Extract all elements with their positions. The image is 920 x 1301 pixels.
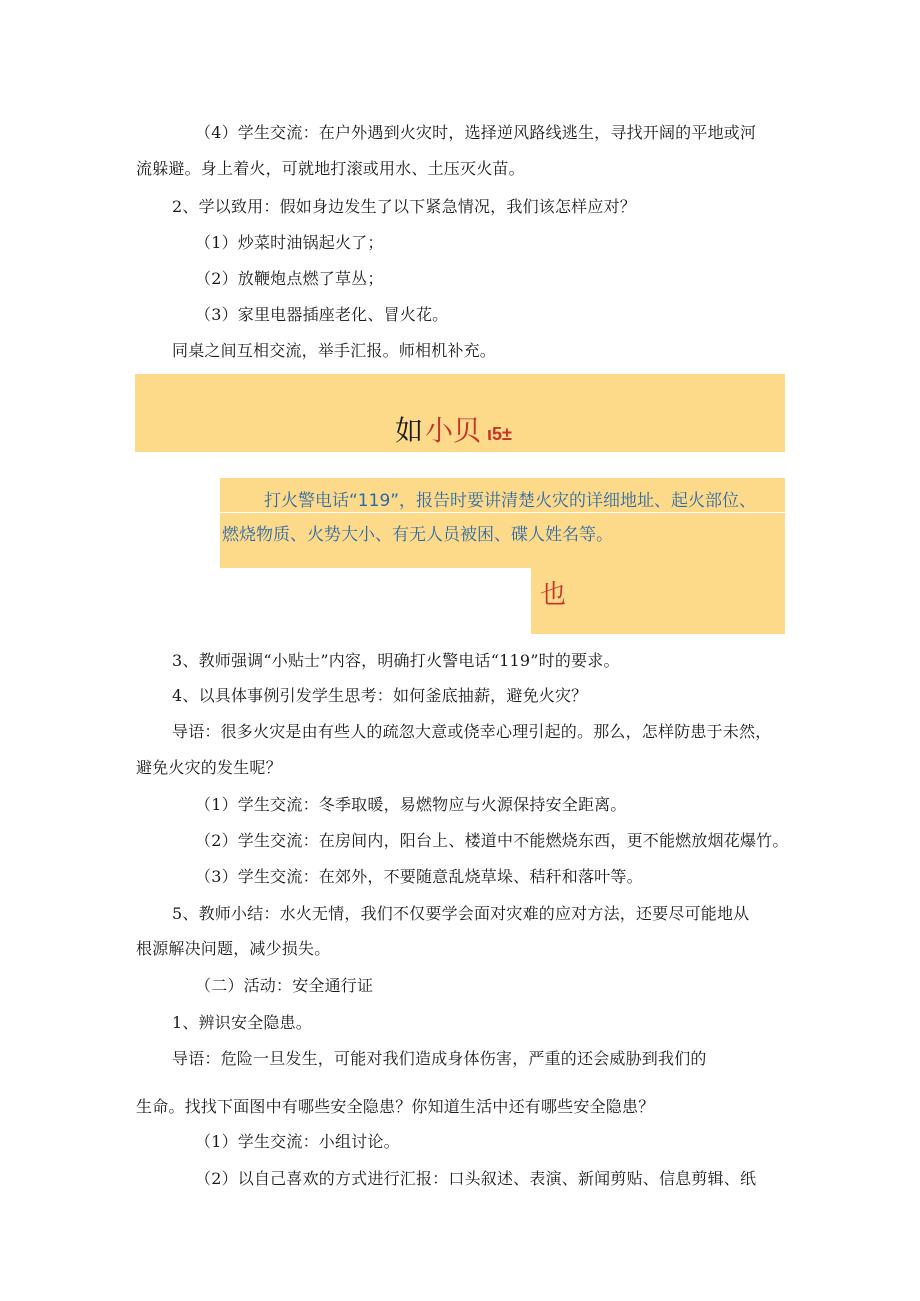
paragraph: 根源解决问题，减少损失。	[136, 939, 331, 958]
section-heading: （二）活动：安全通行证	[195, 976, 374, 995]
paragraph: 同桌之间互相交流，举手汇报。师相机补充。	[172, 341, 497, 360]
list-item: （1）炒菜时油锅起火了；	[195, 233, 384, 252]
tip-title-part: 小贝	[425, 414, 482, 447]
tip-text-line: 打火警电话“119”，报告时要讲清楚火灾的详细地址、起火部位、	[264, 491, 757, 511]
tip-divider	[220, 512, 785, 513]
list-item: （3）学生交流：在郊外，不要随意乱烧草垛、秸秆和落叶等。	[195, 867, 643, 886]
list-item: （1）学生交流：小组讨论。	[195, 1132, 400, 1151]
paragraph: 导语：危险一旦发生，可能对我们造成身体伤害，严重的还会威胁到我们的	[172, 1049, 707, 1068]
tip-title-part: 如	[395, 414, 424, 447]
paragraph: 3、教师强调“小贴士”内容，明确打火警电话“119”时的要求。	[172, 651, 620, 670]
paragraph: 流躲避。身上着火，可就地打滚或用水、土压灭火苗。	[136, 159, 525, 178]
paragraph: 生命。找找下面图中有哪些安全隐患？你知道生活中还有哪些安全隐患？	[136, 1097, 655, 1116]
paragraph: 2、学以致用：假如身边发生了以下紧急情况，我们该怎样应对？	[172, 197, 636, 216]
tip-title-part: ι5±	[487, 424, 512, 444]
list-item: （1）学生交流：冬季取暖，易燃物应与火源保持安全距离。	[195, 795, 627, 814]
list-item: （2）以自己喜欢的方式进行汇报：口头叙述、表演、新闻剪贴、信息剪辑、纸	[195, 1169, 757, 1188]
paragraph: 1、辨识安全隐患。	[172, 1013, 312, 1032]
tip-title	[395, 414, 512, 451]
paragraph: （4）学生交流：在户外遇到火灾时，选择逆风路线逃生，寻找开阔的平地或河	[195, 123, 757, 142]
tip-corner-glyph: 也	[540, 580, 567, 610]
list-item: （2）学生交流：在房间内，阳台上、楼道中不能燃烧东西，更不能燃放烟花爆竹。	[195, 831, 789, 850]
list-item: （2）放鞭炮点燃了草丛；	[195, 269, 384, 288]
paragraph: 5、教师小结：水火无情，我们不仅要学会面对灾难的应对方法，还要尽可能地从	[172, 904, 750, 923]
tip-footer-box	[531, 568, 785, 634]
paragraph: 导语：很多火灾是由有些人的疏忽大意或侥幸心理引起的。那么，怎样防患于未然，	[172, 722, 772, 741]
paragraph: 4、以具体事例引发学生思考：如何釜底抽薪，避免火灾？	[172, 686, 588, 705]
tip-text-line: 燃烧物质、火势大小、有无人员被困、碟人姓名等。	[222, 525, 613, 545]
list-item: （3）家里电器插座老化、冒火花。	[195, 305, 449, 324]
paragraph: 避免火灾的发生呢？	[136, 758, 282, 777]
